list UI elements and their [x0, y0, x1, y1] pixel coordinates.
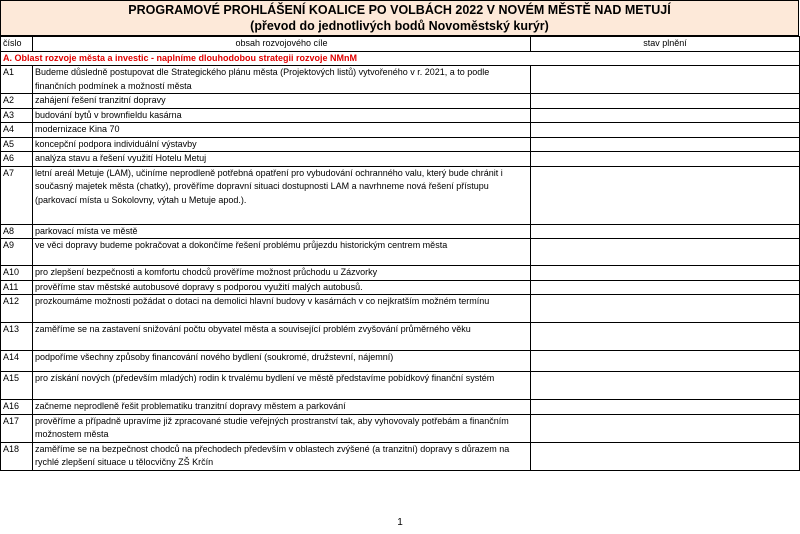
- row-status: [531, 224, 800, 239]
- row-number: A9: [1, 239, 33, 266]
- table-row: [1, 224, 800, 239]
- row-status: [531, 351, 800, 372]
- row-status: [531, 266, 800, 281]
- row-goal-text: parkovací místa ve městě: [33, 224, 531, 239]
- row-status: [531, 400, 800, 415]
- row-status: [531, 442, 800, 470]
- table-row: [1, 351, 800, 372]
- row-status: [531, 123, 800, 138]
- row-number: A14: [1, 351, 33, 372]
- row-status: [531, 239, 800, 266]
- row-goal-text: prozkoumáme možnosti požádat o dotaci na demolici hlavní budovy v kasárnách v co nejkratším možném termínu: [33, 295, 531, 323]
- document-subtitle: (převod do jednotlivých bodů Novoměstský kurýr): [250, 19, 549, 33]
- row-goal-text: koncepční podpora individuální výstavby: [33, 137, 531, 152]
- row-goal-text: prověříme a případně upravíme již zpracované studie veřejných prostranství tak, aby vyhovovaly potřebám a finančním možnostem města: [33, 414, 531, 442]
- row-goal-text: analýza stavu a řešení využití Hotelu Metuj: [33, 152, 531, 167]
- title-band: [0, 0, 799, 36]
- table-row: [1, 94, 800, 109]
- row-status: [531, 66, 800, 94]
- row-status: [531, 137, 800, 152]
- row-status: [531, 280, 800, 295]
- table-row: [1, 442, 800, 470]
- row-number: A1: [1, 66, 33, 94]
- table-row: [1, 108, 800, 123]
- column-header-content: obsah rozvojového cíle: [33, 37, 531, 52]
- page-number: 1: [397, 517, 403, 528]
- row-goal-text: podpoříme všechny způsoby financování nového bydlení (soukromé, družstevní, nájemní): [33, 351, 531, 372]
- row-number: A6: [1, 152, 33, 167]
- table-row: [1, 123, 800, 138]
- row-number: A3: [1, 108, 33, 123]
- row-status: [531, 94, 800, 109]
- row-status: [531, 295, 800, 323]
- row-goal-text: ve věci dopravy budeme pokračovat a dokončíme řešení problému průjezdu historickým centrem města: [33, 239, 531, 266]
- row-goal-text: začneme neprodleně řešit problematiku tranzitní dopravy městem a parkování: [33, 400, 531, 415]
- row-number: A5: [1, 137, 33, 152]
- row-status: [531, 152, 800, 167]
- goals-table: [0, 36, 800, 471]
- row-goal-text: prověříme stav městské autobusové dopravy s podporou využití malých autobusů.: [33, 280, 531, 295]
- row-number: A13: [1, 323, 33, 351]
- row-number: A11: [1, 280, 33, 295]
- header-row: [1, 37, 800, 52]
- row-goal-text: modernizace Kina 70: [33, 123, 531, 138]
- section-label: A. Oblast rozvoje města a investic - naplníme dlouhodobou strategii rozvoje NMnM: [1, 51, 800, 66]
- row-goal-text: letní areál Metuje (LAM), učiníme neprodleně potřebná opatření pro vybudování ochranného valu, který bude chránit i současný majetek města (chatky), prověříme dopravní situaci dostupnosti LAM a navrhneme nová řešení přístupu (parkovací místa u Sokolovny, výtah u Metuje apod.).: [33, 166, 531, 224]
- section-row: [1, 51, 800, 66]
- row-number: A17: [1, 414, 33, 442]
- column-header-number: číslo: [1, 37, 33, 52]
- row-status: [531, 323, 800, 351]
- table-row: [1, 414, 800, 442]
- column-header-status: stav plnění: [531, 37, 800, 52]
- row-status: [531, 108, 800, 123]
- row-number: A12: [1, 295, 33, 323]
- document-title: PROGRAMOVÉ PROHLÁŠENÍ KOALICE PO VOLBÁCH 2022 V NOVÉM MĚSTĚ NAD METUJÍ: [128, 3, 671, 17]
- table-row: [1, 323, 800, 351]
- row-number: A10: [1, 266, 33, 281]
- row-number: A8: [1, 224, 33, 239]
- row-goal-text: budování bytů v brownfieldu kasárna: [33, 108, 531, 123]
- table-row: [1, 137, 800, 152]
- table-row: [1, 295, 800, 323]
- row-goal-text: pro zlepšení bezpečnosti a komfortu chodců prověříme možnost průchodu u Zázvorky: [33, 266, 531, 281]
- row-goal-text: pro získání nových (především mladých) rodin k trvalému bydlení ve městě představíme pobídkový finanční systém: [33, 372, 531, 400]
- row-status: [531, 414, 800, 442]
- table-row: [1, 66, 800, 94]
- table-row: [1, 280, 800, 295]
- table-row: [1, 166, 800, 224]
- row-goal-text: Budeme důsledně postupovat dle Strategického plánu města (Projektových listů) vytvořeného v r. 2021, a to podle finančních podmínek a možností města: [33, 66, 531, 94]
- row-status: [531, 166, 800, 224]
- row-number: A7: [1, 166, 33, 224]
- table-row: [1, 239, 800, 266]
- row-goal-text: zaměříme se na bezpečnost chodců na přechodech především v oblastech zvýšené (a tranzitní) dopravy s důrazem na rychlé zlepšení situace u tělocvičny ZŠ Krčín: [33, 442, 531, 470]
- row-status: [531, 372, 800, 400]
- row-number: A4: [1, 123, 33, 138]
- row-number: A15: [1, 372, 33, 400]
- row-goal-text: zahájení řešení tranzitní dopravy: [33, 94, 531, 109]
- row-number: A16: [1, 400, 33, 415]
- table-row: [1, 266, 800, 281]
- table-row: [1, 372, 800, 400]
- row-number: A2: [1, 94, 33, 109]
- row-goal-text: zaměříme se na zastavení snižování počtu obyvatel města a související problém zvyšování průměrného věku: [33, 323, 531, 351]
- row-number: A18: [1, 442, 33, 470]
- table-row: [1, 400, 800, 415]
- table-row: [1, 152, 800, 167]
